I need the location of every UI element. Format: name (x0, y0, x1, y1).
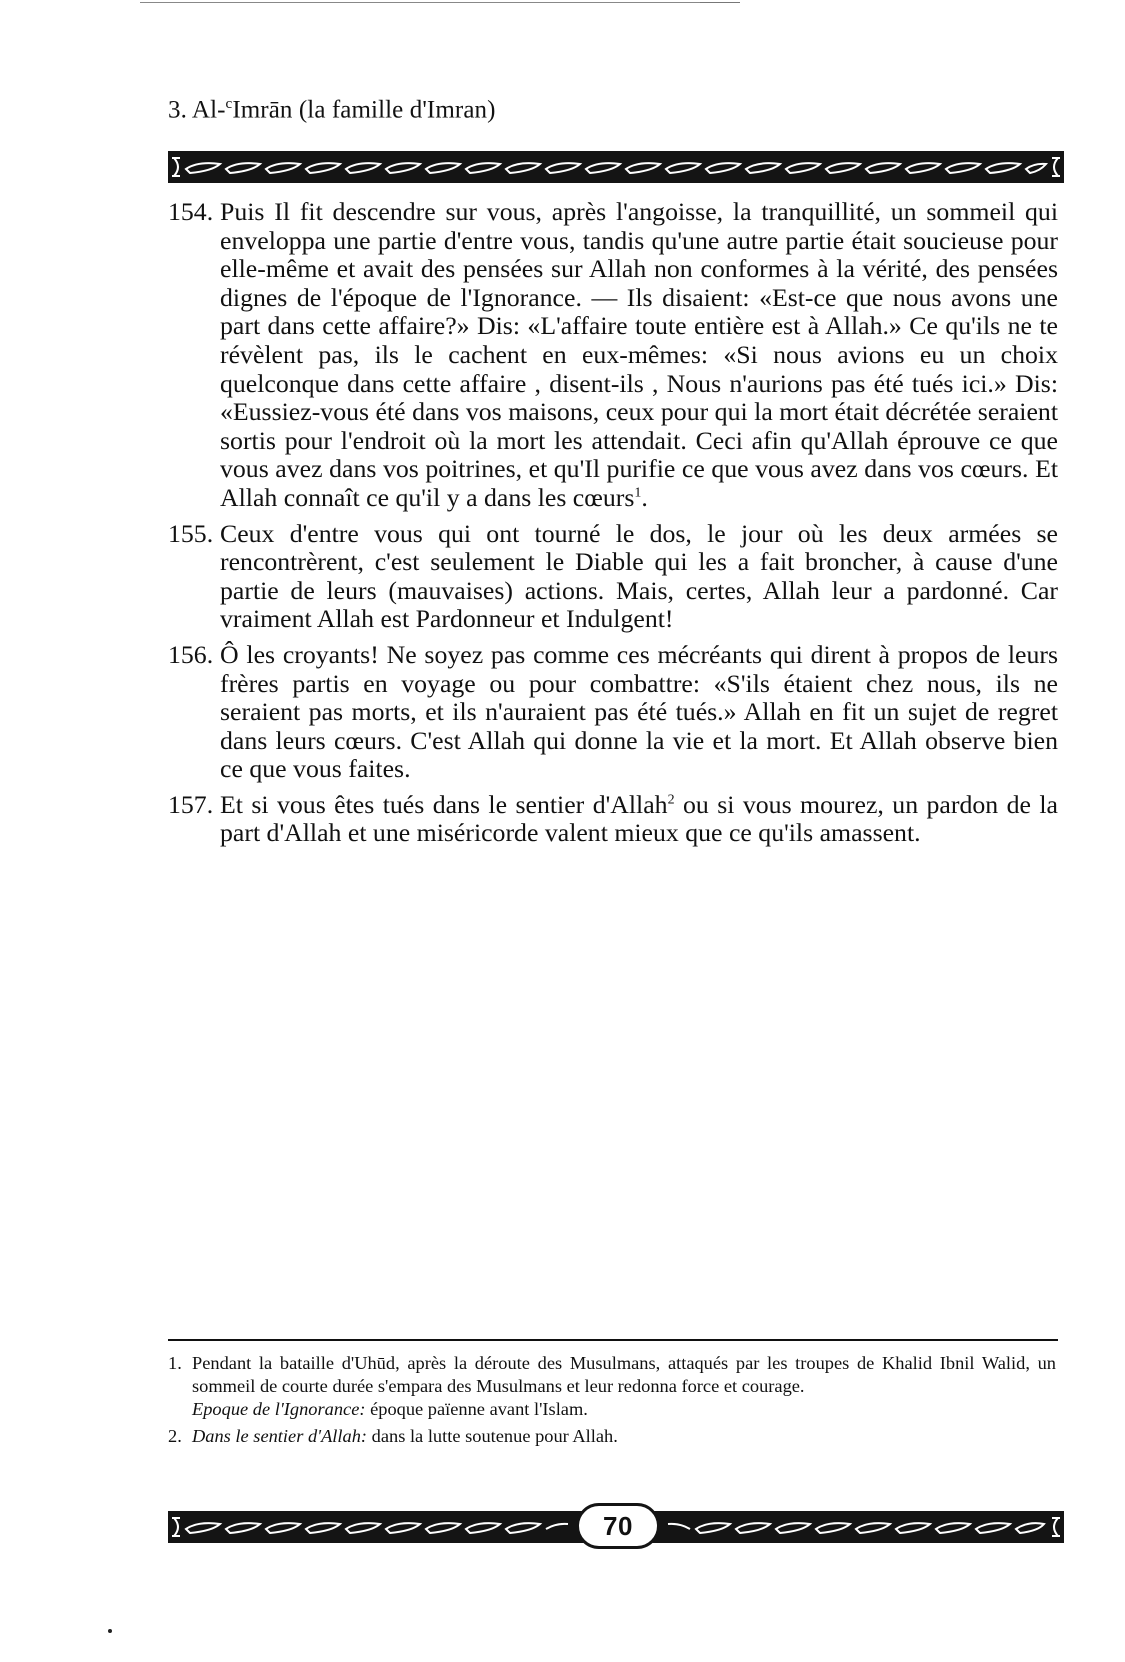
verse-number: 155. (168, 518, 214, 548)
verse-154: 154. Puis Il fit descendre sur vous, après l'angoisse, la tranquillité, un sommeil qui enveloppa une partie d'entre vous, tandis qu'une autre partie était soucieuse pour elle-même et avait des pensées sur Allah non conformes à la vérité, des pensées dignes de l'époque de l'Ignorance. — Ils disaient: «Est-ce que nous avons une part dans cette affaire?» Dis: «L'affaire toute entière est à Allah.» Ce qu'ils ne te révèlent pas, ils le cachent en eux-mêmes: «Si nous avions eu un choix quelconque dans cette affaire , disent-ils , Nous n'aurions pas été tués ici.» Dis: «Eussiez-vous été dans vos maisons, ceux pour qui la mort était décrétée seraient sortis pour l'endroit où la mort les attendait. Ceci afin qu'Allah éprouve ce que vous avez dans vos poitrines, et qu'Il purifie ce que vous avez dans vos cœurs. Et Allah connaît ce qu'il y a dans les cœurs$^1$. (168, 197, 1058, 512)
verse-number: 157. (168, 789, 214, 819)
footnote-number: 2. (168, 1425, 182, 1446)
top-scan-line-2 (700, 2, 740, 3)
scan-speck (108, 1629, 112, 1633)
verse-155 (168, 520, 1058, 634)
footnote-1-gloss: Epoque de l'Ignorance: époque païenne avant l'Islam. (192, 1399, 588, 1420)
footnote-rule (168, 1339, 1058, 1341)
verse-number: 154. (168, 197, 214, 226)
verse-157: 157. Et si vous êtes tués dans le sentier d'Allah$^2$ ou si vous mourez, un pardon de la part d'Allah et une miséricorde valent mieux que ce qu'ils amassent. (168, 789, 1058, 848)
verse-number: 156. (168, 639, 214, 669)
page-number: 70 (603, 1511, 633, 1541)
footnote-2 (168, 1425, 1056, 1448)
footnotes (168, 1352, 1056, 1447)
footnote-number: 1. (168, 1353, 182, 1373)
verses-body (168, 198, 1058, 855)
footnote-term: Dans le sentier d'Allah: (192, 1425, 368, 1446)
top-ornamental-band (168, 151, 1064, 183)
verse-text: Et si vous êtes tués dans le sentier d'Allah (220, 789, 668, 819)
ornament-pattern (168, 151, 1064, 183)
top-scan-line (140, 2, 740, 3)
running-head: 3. Al-$^c$Imrān (la famille d'Imran) (168, 96, 496, 124)
footnote-ref: 2 (667, 792, 675, 808)
verse-text: Ô les croyants! Ne soyez pas comme ces mécréants qui dirent à propos de leurs frères partis en voyage ou pour combattre: «S'ils étaient chez nous, ils ne seraient pas morts, et ils n'auraient pas été tués.» Allah en fit un sujet de regret dans leurs cœurs. C'est Allah qui donne la vie et la mort. Et Allah observe bien ce que vous faites. (220, 639, 1058, 784)
footnote-term: Epoque de l'Ignorance: (192, 1399, 366, 1420)
footnote-ref: 1 (634, 485, 642, 501)
footnote-text: dans la lutte soutenue pour Allah. (367, 1425, 618, 1446)
verse-text: Puis Il fit descendre sur vous, après l'angoisse, la tranquillité, un sommeil qui enveloppa une partie d'entre vous, tandis qu'une autre partie était soucieuse pour elle-même et avait des pensées sur Allah non conformes à la vérité, des pensées dignes de l'époque de l'Ignorance. — Ils disaient: «Est-ce que nous avons une part dans cette affaire?» Dis: «L'affaire toute entière est à Allah.» Ce qu'ils ne te révèlent pas, ils le cachent en eux-mêmes: «Si nous avions eu un choix quelconque dans cette affaire , disent-ils , Nous n'aurions pas été tués ici.» Dis: «Eussiez-vous été dans vos maisons, ceux pour qui la mort était décrétée seraient sortis pour l'endroit où la mort les attendait. Ceci afin qu'Allah éprouve ce que vous avez dans vos poitrines, et qu'Il purifie ce que vous avez dans vos cœurs. Et Allah connaît ce qu'il y a dans les cœurs (220, 197, 1058, 512)
footnote-1 (168, 1352, 1056, 1397)
verse-text: Ceux d'entre vous qui ont tourné le dos, le jour où les deux armées se rencontrèrent, c'est seulement le Diable qui les a fait broncher, à cause d'une partie de leurs (mauvaises) actions. Mais, certes, Allah leur a pardonné. Car vraiment Allah est Pardonneur et Indulgent! (220, 518, 1058, 634)
verse-156 (168, 641, 1058, 784)
footnote-text: Pendant la bataille d'Uhūd, après la déroute des Musulmans, attaqués par les troupes de Khalid Ibnil Walid, un sommeil de courte durée s'empara des Musulmans et leur redonna force et courage. (192, 1353, 1056, 1396)
page-number-badge (576, 1503, 660, 1549)
